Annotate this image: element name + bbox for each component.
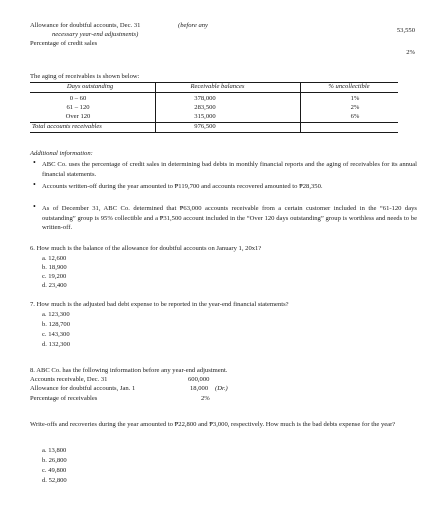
table-cell-balance: 378,000 (194, 95, 216, 102)
bullet-dot: • (33, 202, 36, 211)
choice-8a: a. 13,800 (42, 447, 67, 454)
header-bottom-rule (30, 92, 398, 93)
choice-6a: a. 12,600 (42, 255, 67, 262)
table-cell-pct: 1% (350, 95, 360, 102)
table-col-divider (155, 82, 156, 133)
choice-7c: c. 143,300 (42, 331, 70, 338)
col-header-uncollectible: % uncollectible (328, 83, 370, 90)
additional-info-title: Additional information: (30, 150, 93, 157)
allowance-note-continued: necessary year-end adjustments) (52, 31, 139, 38)
question-8-intro: 8. ABC Co. has the following information before any year-end adjustment. (30, 367, 228, 374)
table-cell-days: Over 120 (65, 113, 91, 120)
choice-7b: b. 128,700 (42, 321, 71, 328)
table-cell-days: 0 – 60 (69, 95, 87, 102)
q8-allowance-suffix: (Dr.) (215, 385, 228, 392)
total-label: Total accounts receivables (32, 123, 102, 130)
choice-8b: b. 26,800 (42, 457, 67, 464)
table-cell-balance: 283,500 (194, 104, 216, 111)
choice-6d: d. 23,400 (42, 282, 67, 289)
bullet-text: As of December 31, ABC Co. determined that ₱63,000 accounts receivable from a certain customer included in the “61-120 days outstanding” group is 95% collectible and a ₱31,500 account included in the “Over 120 days outstanding” group is worthless and needs to be written-off. (42, 205, 417, 231)
choice-6c: c. 19,200 (42, 273, 67, 280)
col-header-balances: Receivable balances (190, 83, 245, 90)
allowance-label: Allowance for doubtful accounts, Dec. 31 (30, 22, 141, 29)
table-cell-balance: 315,000 (194, 113, 216, 120)
credit-sales-pct-value: 2% (406, 49, 415, 56)
choice-6b: b. 18,900 (42, 264, 67, 271)
choice-7d: d. 132,300 (42, 341, 71, 348)
table-cell-pct: 6% (350, 113, 360, 120)
q8-pct-value: 2% (201, 395, 210, 402)
question-6: 6. How much is the balance of the allowance for doubtful accounts on January 1, 20x1? (30, 245, 262, 252)
q8-ar-label: Accounts receivable, Dec. 31 (30, 376, 108, 383)
bullet-text: ABC Co. uses the percentage of credit sales in determining bad debts in monthly financial reports and the aging of receivables for its annual financial statements. (42, 161, 417, 178)
col-header-days: Days outstanding (66, 83, 114, 90)
total-value: 976,500 (194, 123, 216, 130)
question-7: 7. How much is the adjusted bad debt expense to be reported in the year-end financial statements? (30, 301, 289, 308)
q8-ar-value: 600,000 (188, 376, 210, 383)
q8-allowance-value: 18,000 (190, 385, 209, 392)
choice-7a: a. 123,300 (42, 311, 70, 318)
bullet-text: Accounts written-off during the year amounted to ₱119,700 and accounts recovered amounted to ₱28,350. (42, 183, 323, 190)
bullet-dot: • (33, 158, 36, 167)
q8-allowance-label: Allowance for doubtful accounts, Jan. 1 (30, 385, 136, 392)
q8-pct-label: Percentage of receivables (30, 395, 98, 402)
table-cell-days: 61 – 120 (66, 104, 90, 111)
table-col-divider (300, 82, 301, 133)
choice-8d: d. 52,800 (42, 477, 67, 484)
allowance-value: 53,550 (396, 27, 415, 34)
bullet-dot: • (33, 180, 36, 189)
table-bottom-rule (30, 132, 398, 133)
table-cell-pct: 2% (350, 104, 360, 111)
credit-sales-pct-label: Percentage of credit sales (30, 40, 98, 47)
question-8: Write-offs and recoveries during the year amounted to ₱22,800 and ₱3,000, respectively. How much is the bad debts expense for the year? (30, 421, 396, 428)
allowance-note: (before any (178, 22, 208, 29)
aging-intro: The aging of receivables is shown below: (30, 73, 140, 80)
choice-8c: c. 49,800 (42, 467, 67, 474)
